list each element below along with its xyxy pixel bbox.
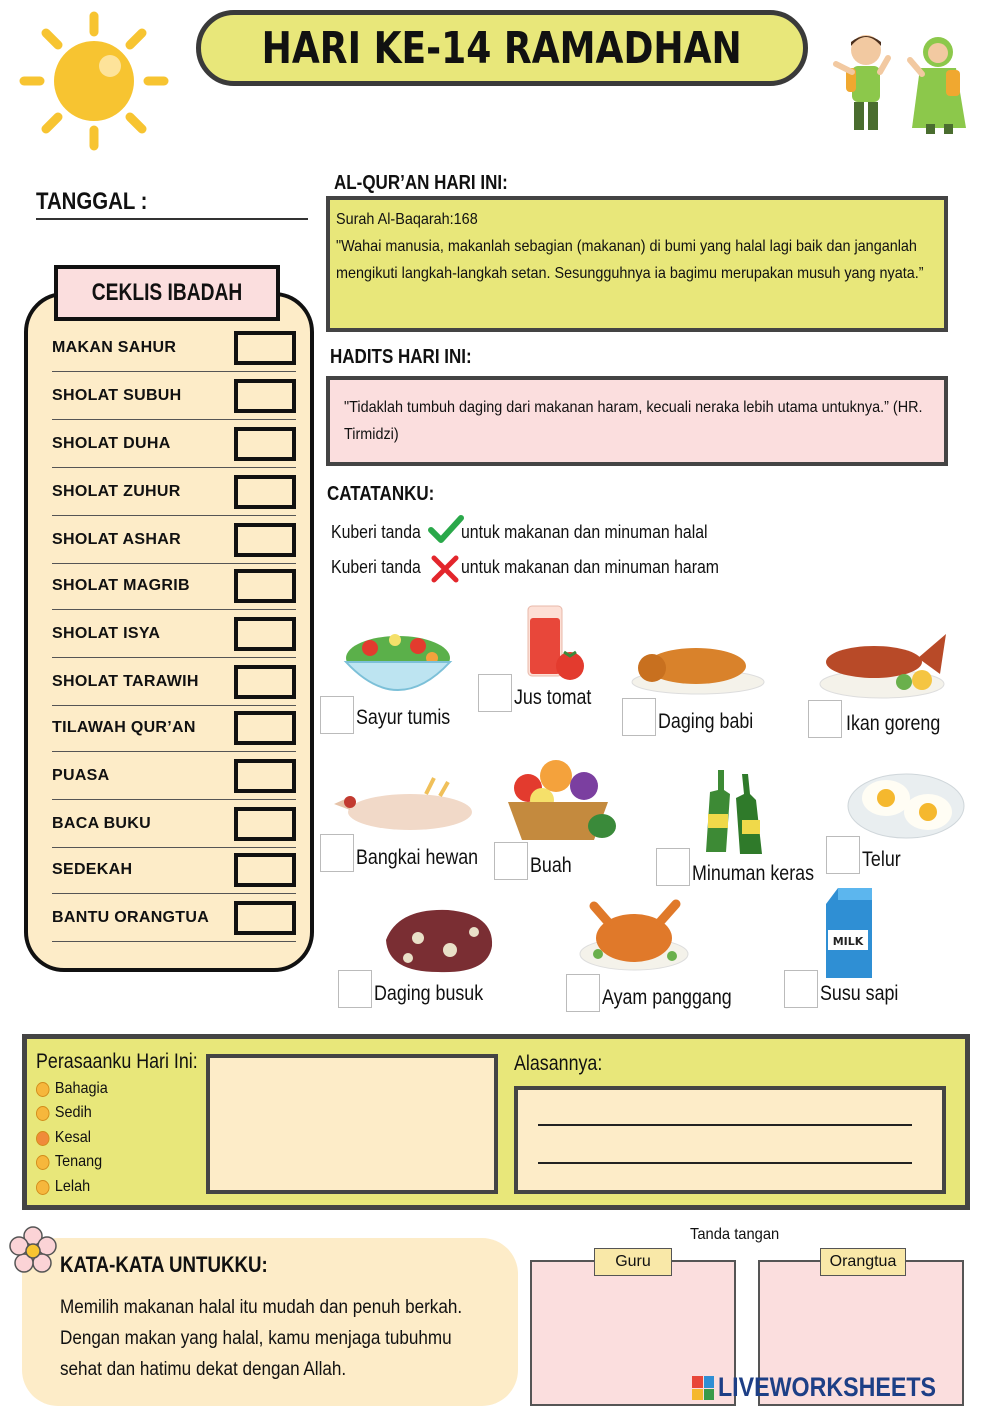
checklist-checkbox[interactable]: [234, 427, 296, 461]
feeling-label: Bahagia: [54, 1080, 108, 1097]
food-checkbox-daging-busuk[interactable]: [338, 970, 372, 1008]
checklist-row: [52, 800, 296, 848]
checklist-checkbox[interactable]: [234, 901, 296, 935]
food-label: Telur: [862, 848, 901, 871]
food-label: Jus tomat: [514, 686, 592, 709]
tired-face-icon: [36, 1180, 50, 1195]
checklist-row: [52, 752, 296, 800]
sad-face-icon: [36, 1106, 50, 1121]
parent-tag: Orangtua: [820, 1248, 906, 1276]
teacher-tag: Guru: [594, 1248, 672, 1276]
checklist-checkbox[interactable]: [234, 331, 296, 365]
checklist-checkbox[interactable]: [234, 379, 296, 413]
roast-chicken-icon: [576, 894, 692, 976]
food-label: Sayur tumis: [356, 706, 451, 729]
food-checkbox-jus-tomat[interactable]: [478, 674, 512, 712]
checklist-checkbox[interactable]: [234, 807, 296, 841]
food-label: Daging babi: [658, 710, 754, 733]
hadits-text: "Tidaklah tumbuh daging dari makanan haram, kecuali neraka lebih utama untuknya.” (HR. Tirmidzi): [344, 399, 923, 443]
food-label: Ayam panggang: [602, 986, 732, 1009]
checklist-checkbox[interactable]: [234, 853, 296, 887]
tomato-juice-icon: [514, 604, 586, 682]
feeling-item: [36, 1153, 102, 1171]
checklist-item-label: PUASA: [52, 766, 110, 784]
liquor-bottles-icon: [696, 764, 776, 856]
checklist-checkbox[interactable]: [234, 475, 296, 509]
checklist-item-label: SHOLAT ASHAR: [52, 530, 181, 548]
page-title: HARI KE-14 RAMADHAN: [261, 22, 743, 74]
checklist-checkbox[interactable]: [234, 523, 296, 557]
food-checkbox-buah[interactable]: [494, 842, 528, 880]
milk-carton-icon: [820, 886, 878, 982]
kids-illustration: [826, 28, 976, 138]
feeling-item: [36, 1129, 91, 1147]
date-label: TANGGAL :: [36, 188, 148, 215]
food-label: Ikan goreng: [846, 712, 941, 735]
checklist-checkbox[interactable]: [234, 665, 296, 699]
svg-text:MILK: MILK: [832, 935, 864, 948]
flower-icon: [8, 1226, 58, 1276]
feeling-label: Kesal: [54, 1129, 91, 1146]
cross-icon: [430, 554, 460, 584]
feelings-title: Perasaanku Hari Ini:: [36, 1050, 198, 1073]
instruction-halal-post: untuk makanan dan minuman halal: [461, 522, 708, 542]
checklist-item-label: BACA BUKU: [52, 814, 151, 832]
salad-icon: [340, 618, 456, 704]
instruction-halal-pre: Kuberi tanda: [331, 522, 421, 542]
checklist-item-label: MAKAN SAHUR: [52, 338, 177, 356]
check-icon: [428, 514, 464, 544]
calm-face-icon: [36, 1155, 50, 1170]
food-checkbox-ayam-panggang[interactable]: [566, 974, 600, 1012]
checklist-title-box: [54, 265, 280, 321]
checklist-title: CEKLIS IBADAH: [91, 279, 243, 306]
fruit-basket-icon: [498, 752, 618, 844]
food-checkbox-ikan-goreng[interactable]: [808, 700, 842, 738]
food-checkbox-telur[interactable]: [826, 836, 860, 874]
brand-logo-icon: [692, 1376, 714, 1400]
food-label: Buah: [530, 854, 572, 877]
checklist-item-label: SHOLAT MAGRIB: [52, 576, 190, 594]
feeling-label: Tenang: [54, 1153, 103, 1170]
checklist-item-label: SHOLAT ZUHUR: [52, 482, 181, 500]
reason-line: [538, 1162, 912, 1164]
checklist-row: [52, 658, 296, 706]
checklist-item-label: SHOLAT SUBUH: [52, 386, 182, 404]
checklist-row: [52, 846, 296, 894]
instruction-haram-post: untuk makanan dan minuman haram: [461, 557, 719, 577]
feeling-label: Lelah: [54, 1178, 91, 1195]
checklist-item-label: TILAWAH QUR’AN: [52, 718, 196, 736]
checklist-checkbox[interactable]: [234, 711, 296, 745]
rotten-meat-icon: [378, 902, 500, 978]
food-label: Daging busuk: [374, 982, 484, 1005]
feeling-answer-box[interactable]: [206, 1054, 498, 1194]
checklist-row: [52, 468, 296, 516]
reason-line: [538, 1124, 912, 1126]
checklist-item-label: SEDEKAH: [52, 860, 133, 878]
sun-icon: [18, 8, 170, 154]
quran-reference: Surah Al-Baqarah:168: [336, 211, 478, 228]
hadits-box: [326, 376, 948, 466]
checklist-row: [52, 610, 296, 658]
checklist-row: [52, 894, 296, 942]
checklist-row: [52, 420, 296, 468]
checklist-row: [52, 516, 296, 564]
food-label: Minuman keras: [692, 862, 815, 885]
fried-fish-icon: [812, 622, 952, 702]
food-checkbox-sayur-tumis[interactable]: [320, 696, 354, 734]
happy-face-icon: [36, 1082, 50, 1097]
feeling-label: Sedih: [54, 1104, 92, 1121]
checklist-row: [52, 324, 296, 372]
checklist-item-label: BANTU ORANGTUA: [52, 908, 210, 926]
feeling-item: [36, 1104, 92, 1122]
food-checkbox-daging-babi[interactable]: [622, 698, 656, 736]
reason-answer-box[interactable]: [514, 1086, 946, 1194]
food-checkbox-bangkai-hewan[interactable]: [320, 834, 354, 872]
fried-eggs-icon: [844, 760, 968, 844]
checklist-checkbox[interactable]: [234, 569, 296, 603]
hadits-title: HADITS HARI INI:: [330, 346, 472, 368]
feeling-item: [36, 1080, 108, 1098]
angry-face-icon: [36, 1131, 50, 1146]
food-label: Susu sapi: [820, 982, 899, 1005]
motivation-text: Memilih makanan halal itu mudah dan penuh berkah. Dengan makan yang halal, kamu menjaga tubuhmu sehat dan hatimu dekat dengan Allah.: [60, 1297, 463, 1380]
motivation-title: KATA-KATA UNTUKKU:: [60, 1252, 268, 1277]
checklist-checkbox[interactable]: [234, 759, 296, 793]
food-checkbox-susu-sapi[interactable]: [784, 970, 818, 1008]
checklist-row: [52, 372, 296, 420]
quran-text: "Wahai manusia, makanlah sebagian (makanan) di bumi yang halal lagi baik dan janganlah mengikuti langkah-langkah setan. Sesungguhnya ia bagimu merupakan musuh yang nyata.”: [336, 238, 924, 282]
food-checkbox-minuman-keras[interactable]: [656, 848, 690, 886]
catatan-title: CATATANKU:: [327, 483, 435, 505]
checklist-item-label: SHOLAT ISYA: [52, 624, 161, 642]
feeling-item: [36, 1178, 90, 1196]
reason-label: Alasannya:: [514, 1052, 603, 1075]
checklist-row: [52, 704, 296, 752]
signature-title: Tanda tangan: [690, 1226, 780, 1243]
checklist-row: [52, 562, 296, 610]
quran-box: [326, 196, 948, 332]
food-label: Bangkai hewan: [356, 846, 479, 869]
checklist-item-label: SHOLAT TARAWIH: [52, 672, 199, 690]
instruction-haram-pre: Kuberi tanda: [331, 557, 421, 577]
brand-name: LIVEWORKSHEETS: [718, 1372, 937, 1402]
checklist-checkbox[interactable]: [234, 617, 296, 651]
quran-title: AL-QUR’AN HARI INI:: [334, 172, 508, 194]
date-line[interactable]: [36, 218, 308, 220]
title-banner: [196, 10, 808, 86]
checklist-item-label: SHOLAT DUHA: [52, 434, 171, 452]
roast-pig-icon: [628, 636, 768, 698]
